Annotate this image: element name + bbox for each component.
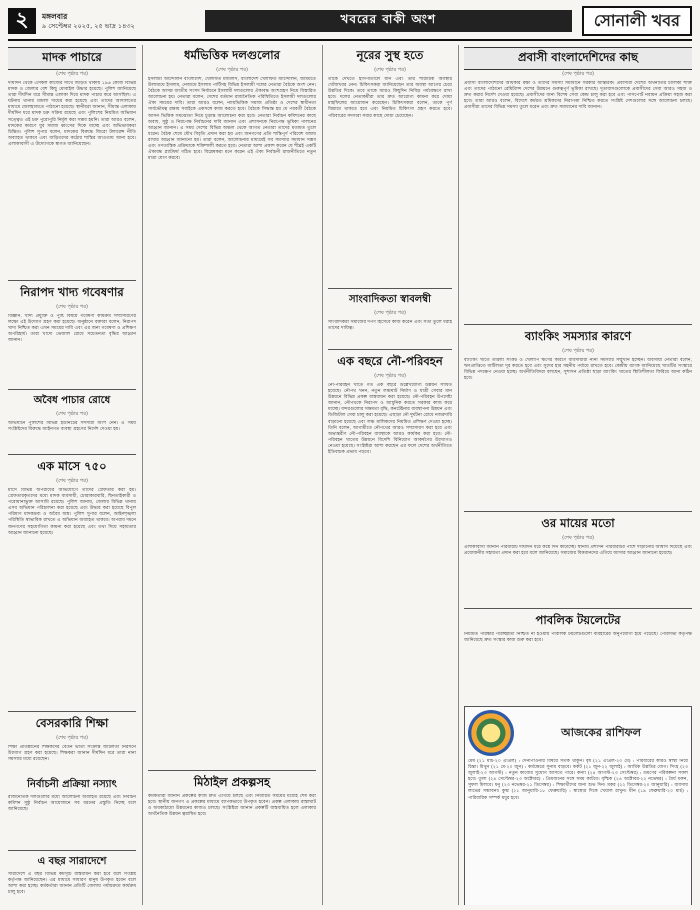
- headline-e-bochor-saradeshe[interactable]: এ বছর সারাদেশে: [37, 856, 107, 867]
- article-columns: [8, 45, 692, 905]
- continued-note: (শেষ পৃষ্ঠার পর): [562, 535, 594, 541]
- column-1: [8, 45, 136, 905]
- rashifal-header: [468, 710, 688, 756]
- headline-ek-mase[interactable]: এক মাসে ৭৫০: [37, 459, 107, 473]
- page-number: ২: [8, 8, 36, 34]
- article-body: সারাদেশে এ বছর বিভিন্ন কর্মসূচি বাস্তবায়ন করা হবে বলে সংশ্লিষ্ট কর্তৃপক্ষ জানিয়েছেন। এর মাধ্যমে সাধারণ মানুষ উপকৃত হবেন বলে আশা করা হচ্ছে। কর্মকর্তারা জানান প্রতিটি জেলায় পর্যায়ক্রমে কার্যক্রম চালু হবে।: [8, 872, 136, 896]
- divider: [148, 770, 316, 771]
- headline-dhormovittik-dol[interactable]: ধর্মভিত্তিক দলগুলোর: [184, 48, 280, 62]
- article-body: দীর্ঘদিন থেকে এসকল কাজের সাথে জড়িত থাকায় ১৯৬ কেজি বিভিন্ন মাদক ও জেলার বেশ কিছু মোবাইল উদ্ধার হয়েছে। পুলিশ জানিয়েছে তারা দীর্ঘদিন ধরে সীমান্ত এলাকা দিয়ে মাদক পাচার করে আসছিল। এ ঘটনায় থানায় মামলা দায়ের করা হয়েছে এবং তাদের আদালতের মাধ্যমে জেলহাজতে পাঠানো হয়েছে। স্থানীয়রা জানান, সীমান্ত এলাকায় দীর্ঘদিন ধরে মাদক চক্র সক্রিয় রয়েছে এবং পুলিশের নিয়মিত অভিযান সত্ত্বেও এই চক্র পুরোপুরি নির্মূল করা সম্ভব হয়নি। তারা আরও বলেন, মাদকের কারণে যুব সমাজ ধ্বংসের দিকে যাচ্ছে এবং অভিভাবকরা চিন্তিত। পুলিশ সুপার বলেন, মাদকের বিরুদ্ধে জিরো টলারেন্স নীতি অব্যাহত থাকবে এবং জড়িতদের কঠোর শাস্তির আওতায় আনা হবে। এলাকাবাসী এ উদ্যোগকে স্বাগত জানিয়েছেন।: [8, 81, 136, 147]
- rashifal-box: [464, 706, 692, 905]
- divider: [464, 608, 692, 609]
- article-body: ব্যাংকিং খাতে তারল্য সংকট ও খেলাপি ঋণের কারণে ব্যবসায়ীরা নানা সমস্যার সম্মুখীন হচ্ছেন। ব্যবসায়ী নেতারা বলেন, ঋণপ্রাপ্তিতে জটিলতা দূর করতে হবে এবং সুদের হার সহনীয় পর্যায়ে রাখতে হবে। কেন্দ্রীয় ব্যাংক জানিয়েছে খাতটির সংস্কারে বিভিন্ন পদক্ষেপ নেওয়া হচ্ছে। অর্থনীতিবিদরা বলছেন, সুশাসন প্রতিষ্ঠা ছাড়া ব্যাংকিং খাতের স্থিতিশীলতা ফিরিয়ে আনা কঠিন হবে।: [464, 358, 692, 382]
- divider: [8, 711, 136, 712]
- headline-madok[interactable]: মাদক পাচারে: [8, 47, 136, 70]
- article-body: এলাকাবাসী জানান পরিবারটি দীর্ঘদিন ধরে কষ্টে দিন কাটাচ্ছে। স্থানীয় প্রশাসন পরিবারটির পাশে দাঁড়ানোর আশ্বাস দিয়েছে এবং প্রয়োজনীয় সহায়তা প্রদান করা হবে বলে জানিয়েছে। সমাজের বিত্তবানদের এগিয়ে আসার আহ্বান জানানো হয়েছে।: [464, 545, 692, 557]
- article-body: মাসে বিভিন্ন অপরাধের অভিযোগে তাদের গ্রেফতার করা হয়। গ্রেফতারকৃতদের মধ্যে মাদক ব্যবসায়ী, চোরাকারবারি, ছিনতাইকারী ও পরোয়ানাভুক্ত আসামি রয়েছে। পুলিশ জানায়, জেলার বিভিন্ন থানায় এসব অভিযান পরিচালনা করা হয়েছে এবং উদ্ধার করা হয়েছে বিপুল পরিমাণ মাদকদ্রব্য ও অবৈধ অস্ত্র। পুলিশ সুপার বলেন, আইনশৃঙ্খলা পরিস্থিতি স্বাভাবিক রাখতে এ অভিযান অব্যাহত থাকবে। অপরাধ দমনে জনগণের সহযোগিতা কামনা করা হয়েছে এবং তথ্য দিয়ে সহায়তার আহ্বান জানানো হয়েছে।: [8, 488, 136, 536]
- rashifal-title[interactable]: আজকের রাশিফল: [561, 725, 641, 739]
- headline-probashi[interactable]: প্রবাসী বাংলাদেশিদের কাছ: [464, 47, 692, 70]
- divider: [8, 389, 136, 390]
- continued-note: (শেষ পৃষ্ঠার পর): [374, 310, 406, 316]
- article-body: বিজ্ঞান, খাদ্য প্রযুক্তি ও পুষ্টি বিষয়ে গবেষণা কার্যক্রম সম্প্রসারণের লক্ষ্যে এই উদ্যোগ গ্রহণ করা হয়েছে। অনুষ্ঠানে বক্তারা বলেন, নিরাপদ খাদ্য নিশ্চিত করা এখন সময়ের দাবি এবং এর জন্য গবেষণা ও প্রশিক্ষণ অপরিহার্য। তারা খাদ্যে ভেজাল রোধে সচেতনতা বৃদ্ধির আহ্বান জানান।: [8, 314, 136, 344]
- headline-mithail-prokolpo[interactable]: মিঠাইল প্রকল্পসহ: [193, 775, 271, 789]
- column-3: [322, 45, 452, 905]
- continued-note: (শেষ পৃষ্ঠার পর): [562, 71, 594, 77]
- article-body: অভিযানে পুলিশের বিভিন্ন ইউনিটের সদস্যরা অংশ নেন। এ সময় সংশ্লিষ্টদের বিরুদ্ধে আইনগত ব্যবস্থা গ্রহণের নির্দেশ দেওয়া হয়।: [8, 421, 136, 433]
- masthead-date: [42, 12, 135, 31]
- section-title: খবরের বাকী অংশ: [205, 10, 572, 32]
- article-body: তাকে দেখতে হাসপাতালে যান এবং তার শারীরিক অবস্থার খোঁজখবর নেন। চিকিৎসকরা জানিয়েছেন তার অবস্থা আগের চেয়ে উন্নতির দিকে। তবে তাকে আরও কিছুদিন নিবিড় পর্যবেক্ষণে রাখা হবে। দলের নেতাকর্মীরা তার দ্রুত আরোগ্য কামনা করে দোয়া মাহফিলের আয়োজন করেছেন। চিকিৎসকরা বলেন, তাকে পূর্ণ বিশ্রামে থাকতে হবে এবং নিয়মিত চিকিৎসা গ্রহণ করতে হবে। পরিবারের সদস্যরা সবার কাছে দোয়া চেয়েছেন।: [328, 77, 452, 119]
- article-body: শিক্ষা প্রতিষ্ঠানের শিক্ষকদের বেতন ভাতা সংক্রান্ত জটিলতা নিরসনে উদ্যোগ গ্রহণ করা হয়েছে। শিক্ষকরা জানান দীর্ঘদিন ধরে তারা নানা সমস্যার মধ্যে রয়েছেন।: [8, 745, 136, 763]
- article-body: কর্মকর্তারা জানান প্রকল্পের কাজ দ্রুত এগিয়ে চলছে এবং নির্ধারিত সময়ের মধ্যেই শেষ করা হবে। স্থানীয় জনগণ এ প্রকল্পের মাধ্যমে ব্যাপকভাবে উপকৃত হবেন। প্রকল্প এলাকায় রাস্তাঘাট ও অবকাঠামো উন্নয়নের কাজও চলছে। সংশ্লিষ্টরা জানান প্রকল্পটি বাস্তবায়িত হলে এলাকার অর্থনৈতিক উন্নয়ন ত্বরান্বিত হবে।: [148, 794, 316, 818]
- masthead-day: মঙ্গলবার: [42, 11, 68, 21]
- continued-note: (শেষ পৃষ্ঠার পর): [374, 67, 406, 73]
- headline-nou-poribohon[interactable]: এক বছরে নৌ-পরিবহন: [337, 354, 443, 368]
- article-body: ইসলামী আন্দোলন বাংলাদেশ, খেলাফত মজলিস, বাংলাদেশ খেলাফত আন্দোলন, জমিয়তে উলামায়ে ইসলাম, নেজামে ইসলাম পার্টিসহ বিভিন্ন ইসলামী দলের নেতারা বৈঠকে অংশ নেন। বৈঠকে আসন্ন জাতীয় সংসদ নির্বাচনে ইসলামী দলগুলোর ঐক্যবদ্ধ অংশগ্রহণ নিয়ে বিস্তারিত আলোচনা হয়। নেতারা বলেন, দেশের বর্তমান রাজনৈতিক পরিস্থিতিতে ইসলামী দলগুলোর ঐক্য সময়ের দাবি। তারা আরও বলেন, ন্যায়ভিত্তিক সমাজ প্রতিষ্ঠা ও দেশের স্বাধীনতা সার্বভৌমত্ব রক্ষায় সবাইকে একসঙ্গে কাজ করতে হবে। বৈঠকে সিদ্ধান্ত হয় যে পরবর্তী বৈঠকে আসন ভিত্তিক সমঝোতা নিয়ে চূড়ান্ত আলোচনা করা হবে। নেতারা নির্বাচন কমিশনের কাছে অবাধ, সুষ্ঠু ও নিরপেক্ষ নির্বাচনের দাবি জানান এবং প্রশাসনকে নিরপেক্ষ ভূমিকা পালনের আহ্বান জানান। এ সময় দেশের বিভিন্ন অঞ্চল থেকে আগত নেতারা তাদের মতামত তুলে ধরেন। বৈঠক শেষে যৌথ বিবৃতি প্রদান করা হয় এবং জনগণের প্রতি শান্তিপূর্ণ পরিবেশ বজায় রাখার আহ্বান জানানো হয়। তারা বলেন, আলোচনার মাধ্যমেই সব সমস্যার সমাধান সম্ভব এবং গণতান্ত্রিক প্রক্রিয়াকে শক্তিশালী করতে হবে। নেতারা আশা প্রকাশ করেন যে শীঘ্রই একটি ঐক্যবদ্ধ প্ল্যাটফর্ম গঠিত হবে। বিশ্লেষকরা মনে করেন এই ঐক্য নির্বাচনী রাজনীতিতে নতুন মাত্রা যোগ করবে।: [148, 77, 316, 162]
- continued-note: (শেষ পৃষ্ঠার পর): [56, 411, 88, 417]
- headline-public-toilet[interactable]: পাবলিক টয়লেটের: [535, 613, 621, 627]
- masthead: [8, 6, 692, 41]
- divider: [8, 454, 136, 455]
- article-body: সাংবাদিকরা সমাজের দর্পণ হিসেবে কাজ করেন এবং সত্য তুলে ধরাই তাদের দায়িত্ব।: [328, 320, 452, 332]
- continued-note: (শেষ পৃষ্ঠার পর): [374, 373, 406, 379]
- headline-nirapod-khadya[interactable]: নিরাপদ খাদ্য গবেষণার: [20, 285, 124, 299]
- article-body: নিয়মিত পরিষ্কার পরিচ্ছন্নতা নিশ্চিত না হওয়ায় পাবলিক টয়লেটগুলো ব্যবহারের অনুপযোগী হয়ে পড়েছে। পৌরসভা কর্তৃপক্ষ জানিয়েছে দ্রুত সংস্কার কাজ শুরু করা হবে।: [464, 632, 692, 644]
- column-2: [142, 45, 316, 905]
- headline-obaidh-pachar[interactable]: অবৈধ পাচার রোধে: [33, 395, 111, 406]
- continued-note: (শেষ পৃষ্ঠার পর): [56, 735, 88, 741]
- divider: [8, 850, 136, 851]
- headline-banking[interactable]: ব্যাংকিং সমস্যার কারণে: [524, 329, 632, 343]
- divider: [8, 280, 136, 281]
- continued-note: (শেষ পৃষ্ঠার পর): [56, 478, 88, 484]
- rashifal-body: মেষ (২১ মার্চ-২০ এপ্রিল) : দেনাপাওনার বিষয়ে সতর্ক থাকুন। বৃষ (২১ এপ্রিল-২০ মে) : পরিবারের কারও স্বাস্থ্য নিয়ে চিন্তা। মিথুন (২১ মে-২০ জুন) : কর্মক্ষেত্রে সুনাম বাড়বে। কর্কট (২১ জুন-২২ জুলাই) : আর্থিক উন্নতির যোগ। সিংহ (২৩ জুলাই-২৩ আগস্ট) : নতুন কাজের সুযোগ আসতে পারে। কন্যা (২৪ আগস্ট-২৩ সেপ্টেম্বর) : ভ্রমণের পরিকল্পনা সফল হবে। তুলা (২৪ সেপ্টেম্বর-২৩ অক্টোবর) : প্রিয়জনের সঙ্গে সময় কাটবে। বৃশ্চিক (২৪ অক্টোবর-২২ নভেম্বর) : ধৈর্য ধরুন, সুফল মিলবে। ধনু (২৩ নভেম্বর-২১ ডিসেম্বর) : শিক্ষার্থীদের জন্য শুভ দিন। মকর (২২ ডিসেম্বর-২০ জানুয়ারি) : ব্যবসায় লাভের সম্ভাবনা। কুম্ভ (২১ জানুয়ারি-১৮ ফেব্রুয়ারি) : স্বাস্থ্যের দিকে খেয়াল রাখুন। মীন (১৯ ফেব্রুয়ারি-২০ মার্চ) : পারিবারিক সম্পর্ক মধুর হবে।: [468, 759, 688, 801]
- divider: [464, 324, 692, 325]
- divider: [464, 511, 692, 512]
- headline-sangbadikota[interactable]: সাংবাদিকতা স্বাবলম্বী: [348, 294, 432, 305]
- article-body: প্রবাসী বাংলাদেশিদের অধিকার রক্ষা ও তাদের সমস্যা সমাধানে সরকার আন্তরিক। প্রবাসীরা দেশের অর্থনীতির চালিকা শক্তি এবং তাদের পাঠানো রেমিট্যান্স দেশের উন্নয়নে গুরুত্বপূর্ণ ভূমিকা রাখছে। দূতাবাসগুলোকে প্রবাসীদের সেবা আরও সহজ ও দ্রুত করার নির্দেশ দেওয়া হয়েছে। প্রবাসীদের জন্য বিশেষ সেবা কেন্দ্র চালু করা হবে এবং পাসপোর্ট নবায়ন প্রক্রিয়া সহজ করা হবে। তারা আরও বলেন, বিদেশে কর্মরত শ্রমিকদের নিরাপত্তা নিশ্চিত করতে সংশ্লিষ্ট দেশগুলোর সঙ্গে আলোচনা চলছে। প্রবাসীরা তাদের বিভিন্ন সমস্যা তুলে ধরেন এবং দ্রুত সমাধানের দাবি জানান।: [464, 81, 692, 111]
- article-body: রাজনৈতিক দলগুলোর মধ্যে আলোচনা অব্যাহত রয়েছে এবং নির্বাচন কমিশন সুষ্ঠু নির্বাচন আয়োজনে সব ধরনের প্রস্তুতি নিচ্ছে বলে জানিয়েছে।: [8, 795, 136, 813]
- continued-note: (শেষ পৃষ্ঠার পর): [56, 304, 88, 310]
- headline-besorkari-shikkha[interactable]: বেসরকারি শিক্ষা: [35, 716, 109, 730]
- headline-noorer-sustho[interactable]: নূরের সুস্থ হতে: [356, 48, 424, 62]
- continued-note: (শেষ পৃষ্ঠার পর): [56, 71, 88, 77]
- continued-note: (শেষ পৃষ্ঠার পর): [216, 67, 248, 73]
- divider: [328, 349, 452, 350]
- column-4: [458, 45, 692, 905]
- headline-nirbachoni-prokriya[interactable]: নির্বাচনী প্রক্রিয়া নস্যাৎ: [27, 779, 117, 790]
- article-body: নৌ-পরিবহন খাতে গত এক বছরে উল্লেখযোগ্য উন্নয়ন সাধিত হয়েছে। নৌপথ খনন, নতুন লঞ্চঘাট নির্মাণ ও যাত্রী সেবার মান উন্নয়নে বিভিন্ন প্রকল্প বাস্তবায়ন করা হয়েছে। নৌ-পরিবহন উপদেষ্টা জানান, নৌপথকে নিরাপদ ও আধুনিক করতে সরকার কাজ করে যাচ্ছে। বন্দরগুলোর সক্ষমতা বৃদ্ধি, কনটেইনার ব্যবস্থাপনা উন্নয়ন এবং ডিজিটাল সেবা চালু করা হয়েছে। এছাড়া নৌ দুর্ঘটনা রোধে নজরদারি বাড়ানো হয়েছে এবং লঞ্চ মালিকদের নিয়মিত প্রশিক্ষণ দেওয়া হচ্ছে। তিনি বলেন, আগামীতে নৌপথের আরও সম্প্রসারণ করা হবে এবং অভ্যন্তরীণ নৌ-পরিবহন ব্যবস্থাকে আরও কার্যকর করা হবে। নৌ-পরিবহন খাতের উন্নয়নে বিদেশি বিনিয়োগ আকর্ষণের উদ্যোগও নেওয়া হয়েছে। সংশ্লিষ্টরা আশা করছেন এর ফলে দেশের অর্থনীতিতে ইতিবাচক প্রভাব পড়বে।: [328, 383, 452, 456]
- continued-note: (শেষ পৃষ্ঠার পর): [562, 348, 594, 354]
- newspaper-logo[interactable]: সোনালী খবর: [582, 6, 692, 36]
- divider: [328, 288, 452, 289]
- headline-mayer-moto[interactable]: ওর মায়ের মতো: [541, 516, 615, 530]
- zodiac-wheel-icon: [468, 710, 514, 756]
- masthead-date-text: ৯ সেপ্টেম্বর ২০২৫, ২৫ ভাদ্র ১৪৩২: [42, 21, 135, 30]
